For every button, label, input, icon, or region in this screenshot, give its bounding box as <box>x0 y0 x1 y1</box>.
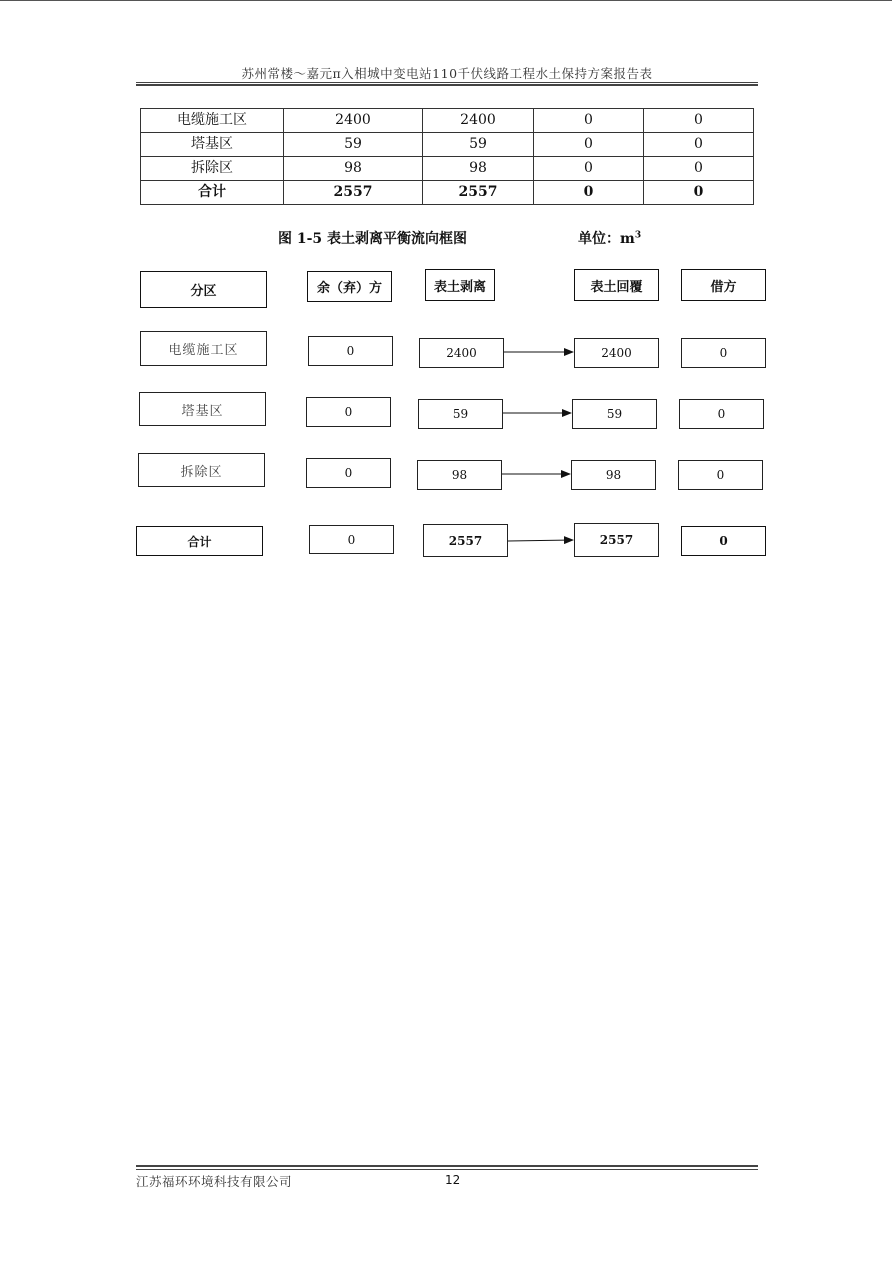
stripping-box: 59 <box>418 399 503 429</box>
page-header-title: 苏州常楼～嘉元π入相城中变电站110千伏线路工程水土保持方案报告表 <box>241 66 653 81</box>
zone-box: 塔基区 <box>139 392 266 426</box>
header-box-borrow: 借方 <box>681 269 766 301</box>
table-total-row <box>141 181 754 205</box>
page-number: 12 <box>445 1173 461 1187</box>
table-cell: 0 <box>534 181 644 205</box>
header-box-zone: 分区 <box>140 271 267 308</box>
footer-rule-thin <box>136 1169 758 1170</box>
footer-rule-thick <box>136 1165 758 1167</box>
unit-superscript: 3 <box>634 230 642 241</box>
table-cell: 0 <box>644 109 754 133</box>
zone-box: 拆除区 <box>138 453 265 487</box>
borrow-box-total: 0 <box>681 526 766 556</box>
header-box-stripping: 表土剥离 <box>425 269 495 301</box>
table-cell: 合计 <box>141 181 284 205</box>
table-cell: 0 <box>534 157 644 181</box>
page-top-border <box>0 0 892 1</box>
surplus-box: 0 <box>308 336 393 366</box>
footer-company: 江苏福环环境科技有限公司 <box>136 1174 293 1189</box>
header-rule-thick <box>136 84 758 86</box>
figure-caption: 图 1-5 表土剥离平衡流向框图 <box>278 231 468 247</box>
table-cell: 2557 <box>284 181 423 205</box>
stripping-box: 98 <box>417 460 502 490</box>
table-row <box>141 109 754 133</box>
table-cell: 拆除区 <box>141 157 284 181</box>
table-cell: 0 <box>534 109 644 133</box>
surplus-box-total: 0 <box>309 525 394 554</box>
table-cell: 0 <box>534 133 644 157</box>
table-cell: 2557 <box>423 181 534 205</box>
table-cell: 塔基区 <box>141 133 284 157</box>
unit-label: 单位：m <box>578 231 635 247</box>
flow-arrow <box>508 540 573 541</box>
stripping-box: 2400 <box>419 338 504 368</box>
figure-unit <box>578 228 641 248</box>
zone-box-total: 合计 <box>136 526 263 556</box>
surplus-box: 0 <box>306 458 391 488</box>
header-rule-thin <box>136 82 758 83</box>
backfill-box: 59 <box>572 399 657 429</box>
table-cell: 电缆施工区 <box>141 109 284 133</box>
zone-box: 电缆施工区 <box>140 331 267 366</box>
backfill-box-total: 2557 <box>574 523 659 557</box>
header-box-surplus: 余（弃）方 <box>307 271 392 302</box>
table-cell: 0 <box>644 181 754 205</box>
borrow-box: 0 <box>679 399 764 429</box>
earthwork-table <box>140 108 754 205</box>
table-cell: 0 <box>644 133 754 157</box>
table-cell: 59 <box>284 133 423 157</box>
header-box-backfill: 表土回覆 <box>574 269 659 301</box>
table-cell: 2400 <box>284 109 423 133</box>
borrow-box: 0 <box>678 460 763 490</box>
table-cell: 98 <box>284 157 423 181</box>
table-cell: 2400 <box>423 109 534 133</box>
borrow-box: 0 <box>681 338 766 368</box>
stripping-box-total: 2557 <box>423 524 508 557</box>
table-row <box>141 133 754 157</box>
table-cell: 0 <box>644 157 754 181</box>
backfill-box: 2400 <box>574 338 659 368</box>
table-cell: 59 <box>423 133 534 157</box>
surplus-box: 0 <box>306 397 391 427</box>
table-row <box>141 157 754 181</box>
table-cell: 98 <box>423 157 534 181</box>
backfill-box: 98 <box>571 460 656 490</box>
